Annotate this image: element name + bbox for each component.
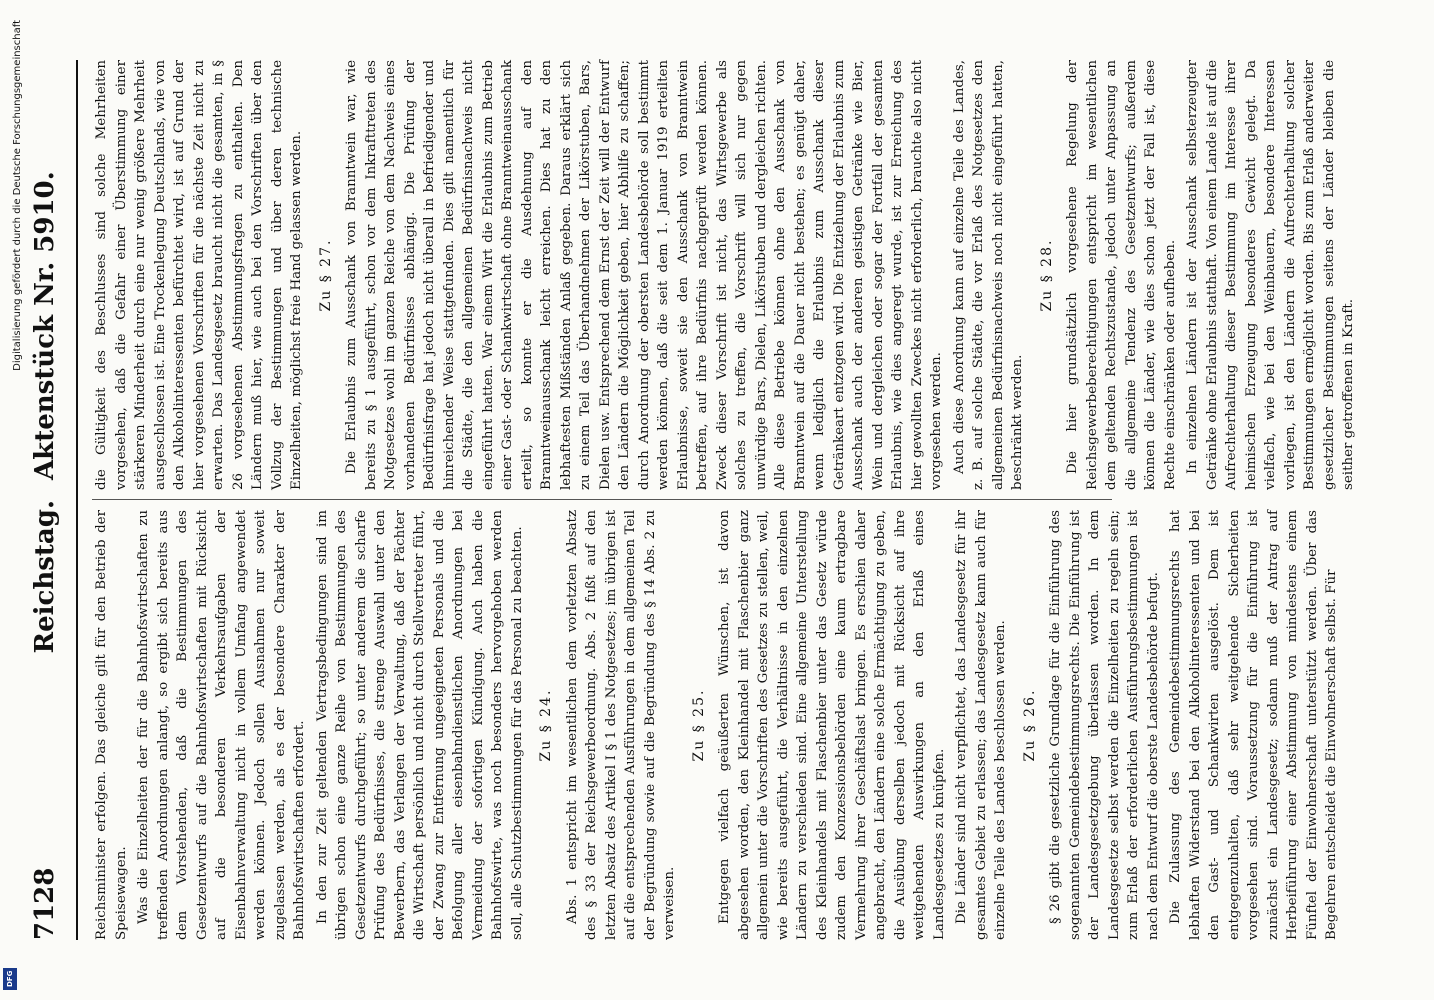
header-left-title: Reichstag. (30, 500, 60, 654)
dfg-logo: DFG (3, 968, 17, 990)
section-heading: Zu § 27. (317, 238, 334, 312)
page-header (30, 60, 90, 940)
paragraph: die Gültigkeit des Beschlusses sind solche Mehrheiten vorgesehen, daß die Gefahr einer Überstimmung einer stärkeren Minderheit durch eine nur wenig größere Mehrheit ausgeschlossen ist. Eine Trockenlegung Deutschlands, wie von den Alkoholinteressenten befürchtet wird, ist auf Grund der hier vorgesehenen Vorschriften für die nächste Zeit nicht zu erwarten. Das Landesgesetz braucht nicht die gesamten, in § 26 vorgesehenen Abstimmungsfragen zu enthalten. Den Ländern muß hier, wie auch bei den Vorschriften über den Vollzug der Bestimmungen und über deren technische Einzelheiten, möglichst freie Hand gelassen werden. (94, 60, 304, 490)
right-text-column (92, 60, 1362, 490)
paragraph: Die Erlaubnis zum Ausschank von Branntwein war, wie bereits zu § 1 ausgeführt, schon vor dem Inkrafttreten des Notgesetzes wohl im ganzen Reiche von dem Nachweis eines vorhandenen Bedürfnisses abhängig. Die Prüfung der Bedürfnisfrage hat jedoch nicht überall in befriedigender und hinreichender Weise stattgefunden. Dies gilt namentlich für die Städte, die den allgemeinen Bedürfnisnachweis nicht eingeführt hatten. War einem Wirt die Erlaubnis zum Betrieb einer Gast- oder Schankwirtschaft ohne Branntweinausschank erteilt, so konnte er die Ausdehnung auf den Branntweinausschank leicht erreichen. Dies hat zu den lebhaftesten Mißständen Anlaß gegeben. Daraus erklärt sich zu einem Teil das Überhandnehmen der Likörstuben, Bars, Dielen usw. Entsprechend dem Ernst der Zeit will der Entwurf den Ländern die Möglichkeit geben, hier Abhilfe zu schaffen; durch Anordnung der obersten Landesbehörde soll bestimmt werden können, daß die seit dem 1. Januar 1919 erteilten Erlaubnisse, soweit sie den Ausschank von Branntwein betreffen, auf ihre Bedürfnis nachgeprüft werden können. Zweck dieser Vorschrift ist nicht, das Wirtsgewerbe als solches zu treffen, die Vorschrift will sich nur gegen unwürdige Bars, Dielen, Likörstuben und dergleichen richten. Alle diese Betriebe können ohne den Ausschank von Branntwein auf die Dauer nicht bestehen; es genügt daher, wenn lediglich die Erlaubnis zum Ausschank dieser Getränkeart entzogen wird. Die Entziehung der Erlaubnis zum Ausschank auch der anderen geistigen Getränke wie Bier, Wein und dergleichen oder sogar der Fortfall der gesamten Erlaubnis, wie dies angeregt wurde, ist zur Erreichung des hier gewollten Zweckes nicht erforderlich, brauchte also nicht vorgesehen werden. (344, 60, 944, 490)
section-heading: Zu § 28. (1038, 238, 1055, 312)
column-separator (92, 499, 1112, 500)
section-heading: Zu § 25. (690, 688, 707, 762)
paragraph: § 26 gibt die gesetzliche Grundlage für die Einführung des sogenannten Gemeindebestimmungsrechts. Die Einführung ist der Landesgesetzgebung überlassen worden. In dem Landesgesetze selbst werden die Einzelheiten zu regeln sein; zum Erlaß der erforderlichen Ausführungsbestimmungen ist nach dem Entwurf die oberste Landesbehörde befugt. (1048, 510, 1161, 940)
paragraph: Die Zulassung des Gemeindebestimmungsrechts hat lebhaften Widerstand bei den Alkoholinteressenten und bei den Gast- und Schankwirten ausgelöst. Dem ist entgegenzuhalten, daß sehr weitgehende Sicherheiten vorgesehen sind. Voraussetzung für die Einführung ist zunächst ein Landesgesetz; sodann muß der Antrag auf Herbeiführung einer Abstimmung von mindestens einem Fünftel der Einwohnerschaft unterstützt werden. Über das Begehren entscheidet die Einwohnerschaft selbst. Für (1168, 510, 1339, 940)
section-heading: Zu § 26. (1021, 688, 1038, 762)
paragraph: Entgegen vielfach geäußerten Wünschen, ist davon abgesehen worden, den Kleinhandel mit Flaschenbier ganz allgemein unter die Vorschriften des Gesetzes zu stellen, weil, wie bereits ausgeführt, die Verhältnisse in den einzelnen Ländern zu verschieden sind. Eine allgemeine Unterstellung des Kleinhandels mit Flaschenbier unter das Gesetz würde zudem den Konzessionsbehörden eine kaum ertragbare Vermehrung ihrer Geschäftslast bringen. Es erschien daher angebracht, den Ländern eine solche Ermächtigung zu geben, die Ausübung derselben jedoch mit Rücksicht auf ihre weitgehenden Auswirkungen an den Erlaß eines Landesgesetzes zu knüpfen. (717, 510, 947, 940)
digitization-note (12, 20, 32, 980)
paragraph: In einzelnen Ländern ist der Ausschank selbsterzeugter Getränke ohne Erlaubnis statthaft. Von einem Lande ist auf die Aufrechterhaltung dieser Bestimmung im Interesse ihrer heimischen Erzeugung besonderes Gewicht gelegt. Da vielfach, wie bei den Weinbauern, besondere Interessen vorliegen, ist den Ländern die Aufrechterhaltung solcher Bestimmungen ermöglicht worden. Bis zum Erlaß anderweiter gesetzlicher Bestimmungen seitens der Länder bleiben die seither getroffenen in Kraft. (1185, 60, 1356, 490)
left-text-column (92, 510, 1345, 940)
paragraph: Was die Einzelheiten der für die Bahnhofswirtschaften zu treffenden Anordnungen anlangt, so ergibt sich bereits aus dem Vorstehenden, daß die Bestimmungen des Gesetzentwurfs auf die Bahnhofswirtschaften mit Rücksicht auf die besonderen Verkehrsaufgaben der Eisenbahnverwaltung nicht in vollem Umfang angewendet werden können. Jedoch sollen Ausnahmen nur soweit zugelassen werden, als es der besondere Charakter der Bahnhofswirtschaften erfordert. (136, 510, 307, 940)
paragraph: Auch diese Anordnung kann auf einzelne Teile des Landes, z. B. auf solche Städte, die vor Erlaß des Notgesetzes den allgemeinen Bedürfnisnachweis noch nicht eingeführt hatten, beschränkt werden. (951, 60, 1025, 490)
digitization-credit: Digitalisierung gefördert durch die Deutsche Forschungsgemeinschaft (12, 20, 23, 371)
paragraph: Abs. 1 entspricht im wesentlichen dem vorletzten Absatz des § 33 der Reichsgewerbeordnung. Abs. 2 fußt auf den letzten Absatz des Artikel I § 1 des Notgesetzes; im übrigen ist auf die entsprechenden Ausführungen in dem allgemeinen Teil der Begründung sowie auf die Begründung des § 14 Abs. 2 zu verweisen. (564, 510, 677, 940)
header-right-title: Aktenstück Nr. 5910. (30, 171, 60, 480)
paragraph: Reichsminister erfolgen. Das gleiche gilt für den Betrieb der Speisewagen. (94, 510, 129, 940)
paragraph: Die Länder sind nicht verpflichtet, das Landesgesetz für ihr gesamtes Gebiet zu erlassen; das Landesgesetz kann auch für einzelne Teile des Landes beschlossen werden. (954, 510, 1008, 940)
paragraph: In den zur Zeit geltenden Vertragsbedingungen sind im übrigen schon eine ganze Reihe von Bestimmungen des Gesetzentwurfs durchgeführt; so unter anderem die scharfe Prüfung des Bedürfnisses, die strenge Auswahl unter den Bewerbern, das Verlangen der Verwaltung, daß der Pächter die Wirtschaft persönlich und nicht durch Stellvertreter führt, der Zwang zur Entfernung ungeeigneten Personals und die Befolgung aller eisenbahndienstlichen Anordnungen bei Vermeidung der sofortigen Kündigung. Auch haben die Bahnhofswirte, was noch besonders hervorgehoben werden soll, alle Schutzbestimmungen für das Personal zu beachten. (314, 510, 525, 940)
section-heading: Zu § 24. (538, 688, 554, 762)
paragraph: Die hier grundsätzlich vorgesehene Regelung der Reichsgewerbeberechtigungen entspricht im wesentlichen dem geltenden Rechtszustande, jedoch unter Anpassung an die allgemeine Tendenz des Gesetzentwurfs; außerdem können die Länder, wie dies schon jetzt der Fall ist, diese Rechte einschränken oder aufheben. (1065, 60, 1178, 490)
header-rule (76, 60, 78, 940)
page-number: 7128 (30, 867, 60, 940)
